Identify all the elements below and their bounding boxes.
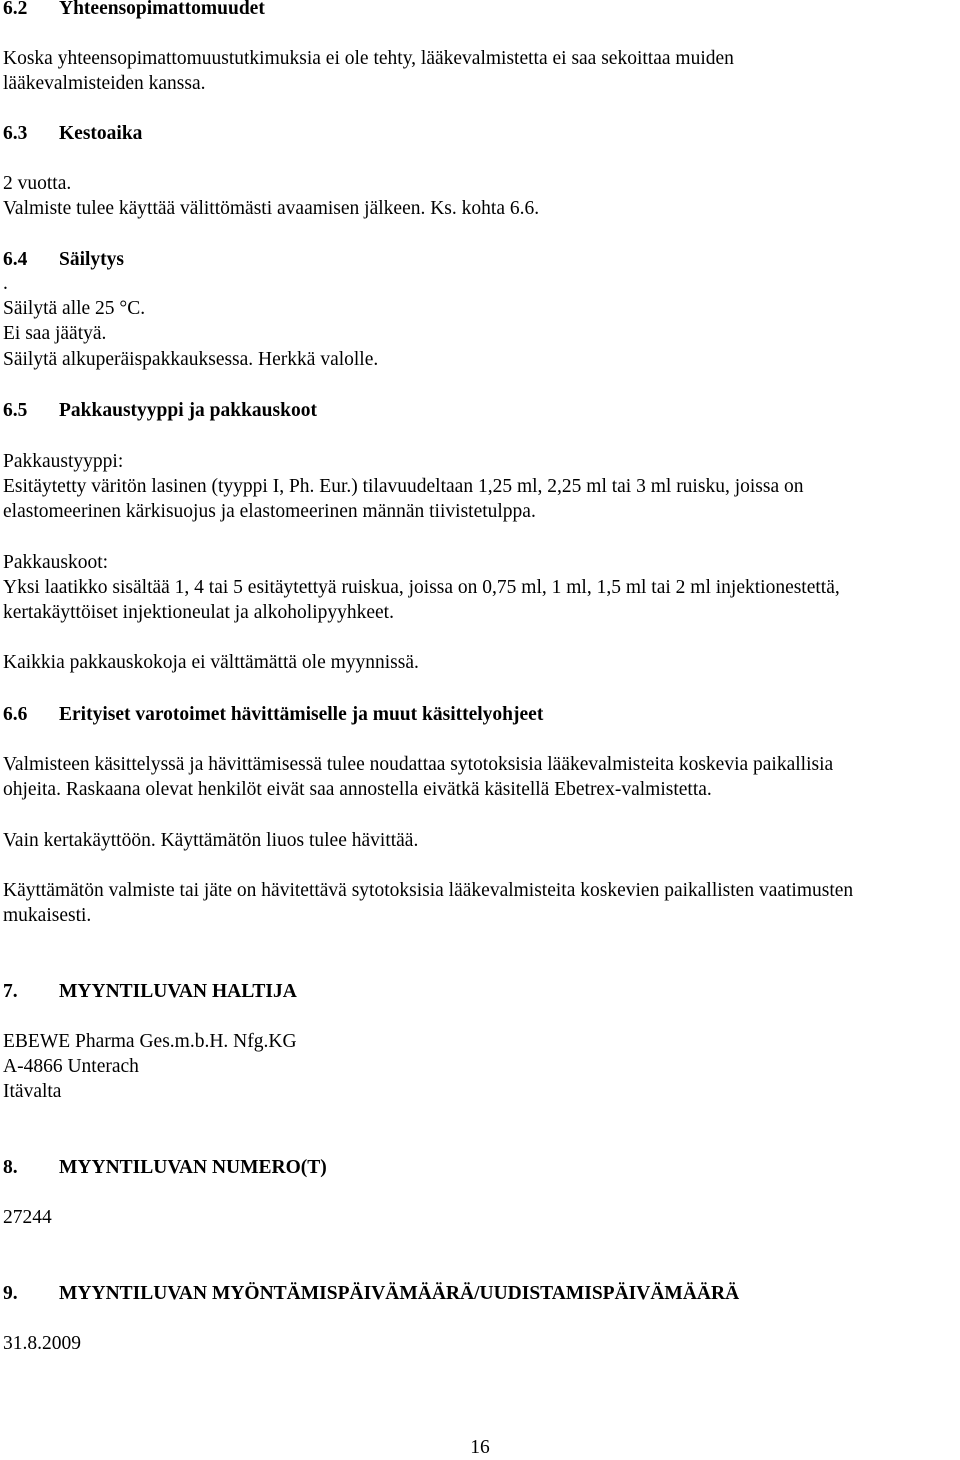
- paragraph-line: .: [3, 273, 8, 294]
- section-title: Säilytys: [59, 249, 125, 270]
- section-title: MYYNTILUVAN NUMERO(T): [59, 1157, 327, 1178]
- paragraph-line: Itävalta: [3, 1081, 62, 1102]
- section-heading-6-4: [3, 248, 124, 272]
- page-number: 16: [470, 1437, 490, 1458]
- section-number: 9.: [3, 1283, 18, 1304]
- section-number: 6.6: [3, 704, 28, 725]
- paragraph-line: kertakäyttöiset injektioneulat ja alkoholipyyhkeet.: [3, 602, 394, 623]
- paragraph-line: 27244: [3, 1207, 52, 1228]
- section-heading-6-3: [3, 122, 142, 146]
- section-title: MYYNTILUVAN MYÖNTÄMISPÄIVÄMÄÄRÄ/UUDISTAMISPÄIVÄMÄÄRÄ: [59, 1283, 740, 1304]
- paragraph-line: EBEWE Pharma Ges.m.b.H. Nfg.KG: [3, 1031, 297, 1052]
- paragraph-line: Säilytä alle 25 °C.: [3, 298, 146, 319]
- paragraph-line: Ei saa jäätyä.: [3, 323, 107, 344]
- paragraph-line: Käyttämätön valmiste tai jäte on hävitettävä sytotoksisia lääkevalmisteita koskevien paikallisten vaatimusten: [3, 880, 854, 901]
- section-heading-6-2: [3, 0, 265, 21]
- section-title: MYYNTILUVAN HALTIJA: [59, 981, 297, 1002]
- paragraph-line: Pakkauskoot:: [3, 552, 109, 573]
- paragraph-line: Kaikkia pakkauskokoja ei välttämättä ole myynnissä.: [3, 652, 419, 673]
- paragraph-line: ohjeita. Raskaana olevat henkilöt eivät saa annostella eivätkä käsitellä Ebetrex-valmistetta.: [3, 779, 712, 800]
- section-number: 6.2: [3, 0, 28, 19]
- section-heading-7: [3, 980, 297, 1004]
- section-title: Erityiset varotoimet hävittämiselle ja muut käsittelyohjeet: [59, 704, 544, 725]
- paragraph-line: elastomeerinen kärkisuojus ja elastomeerinen männän tiivistetulppa.: [3, 501, 536, 522]
- paragraph-line: 31.8.2009: [3, 1333, 81, 1354]
- section-number: 7.: [3, 981, 18, 1002]
- section-number: 6.3: [3, 123, 28, 144]
- paragraph-line: Esitäytetty väritön lasinen (tyyppi I, Ph. Eur.) tilavuudeltaan 1,25 ml, 2,25 ml tai 3 ml ruisku, joissa on: [3, 476, 804, 497]
- section-number: 6.5: [3, 400, 28, 421]
- paragraph-line: A-4866 Unterach: [3, 1056, 139, 1077]
- section-title: Pakkaustyyppi ja pakkauskoot: [59, 400, 317, 421]
- paragraph-line: Yksi laatikko sisältää 1, 4 tai 5 esitäytettyä ruiskua, joissa on 0,75 ml, 1 ml, 1,5 ml tai 2 ml injektionestettä,: [3, 577, 840, 598]
- section-heading-8: [3, 1156, 327, 1180]
- section-number: 8.: [3, 1157, 18, 1178]
- paragraph-line: mukaisesti.: [3, 905, 92, 926]
- section-title: Kestoaika: [59, 123, 143, 144]
- paragraph-line: Säilytä alkuperäispakkauksessa. Herkkä valolle.: [3, 349, 379, 370]
- paragraph-line: 2 vuotta.: [3, 173, 72, 194]
- section-heading-6-6: [3, 703, 543, 727]
- section-number: 6.4: [3, 249, 28, 270]
- paragraph-line: Pakkaustyyppi:: [3, 451, 124, 472]
- section-title: Yhteensopimattomuudet: [59, 0, 265, 19]
- paragraph-line: lääkevalmisteiden kanssa.: [3, 73, 206, 94]
- section-heading-9: [3, 1282, 739, 1306]
- paragraph-line: Valmiste tulee käyttää välittömästi avaamisen jälkeen. Ks. kohta 6.6.: [3, 198, 540, 219]
- paragraph-line: Koska yhteensopimattomuustutkimuksia ei ole tehty, lääkevalmistetta ei saa sekoittaa muiden: [3, 48, 734, 69]
- paragraph-line: Valmisteen käsittelyssä ja hävittämisessä tulee noudattaa sytotoksisia lääkevalmisteita koskevia paikallisia: [3, 754, 834, 775]
- section-heading-6-5: [3, 399, 317, 423]
- paragraph-line: Vain kertakäyttöön. Käyttämätön liuos tulee hävittää.: [3, 830, 419, 851]
